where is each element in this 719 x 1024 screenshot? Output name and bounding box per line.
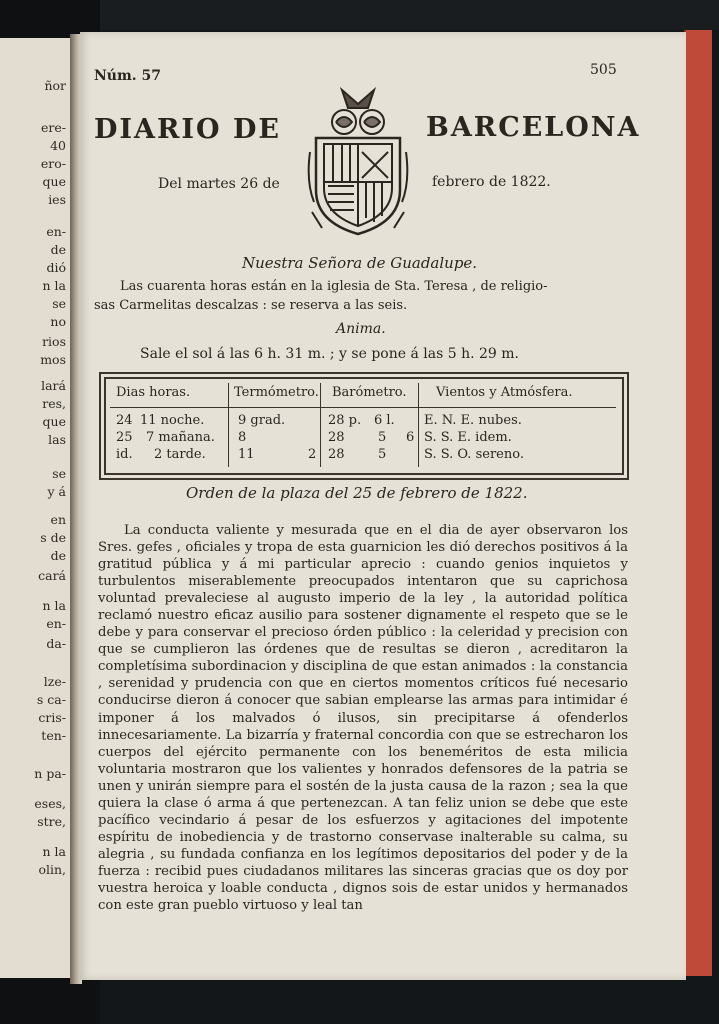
left-page-fragment: n la: [42, 598, 66, 613]
table-cell: S. S. E. idem.: [424, 430, 512, 445]
left-page-fragment: s de: [40, 530, 66, 545]
table-cell: 28: [328, 447, 345, 462]
background-top: [100, 0, 719, 30]
left-page-fragment: lará: [41, 378, 66, 393]
table-header: Vientos y Atmósfera.: [436, 385, 573, 400]
table-divider: [418, 383, 419, 467]
left-page-fragment: n la: [42, 278, 66, 293]
left-page-fragment: de: [50, 548, 66, 563]
red-cover-edge: [684, 30, 712, 976]
issue-number: Núm. 57: [94, 68, 162, 84]
table-cell: 24: [116, 413, 133, 428]
left-page-fragment: que: [42, 174, 66, 189]
table-divider: [320, 383, 321, 467]
table-cell: 8: [238, 430, 247, 445]
left-page-fragment: ero-: [40, 156, 66, 171]
left-page-fragment: 40: [50, 138, 66, 153]
left-page-fragment: rios: [42, 334, 66, 349]
intro-line-2: sas Carmelitas descalzas : se reserva a las seis.: [94, 298, 408, 313]
table-cell: id.: [116, 447, 133, 462]
table-cell: 9 grad.: [238, 413, 286, 428]
left-page-fragment: da-: [46, 636, 66, 651]
left-page-fragment: se: [52, 466, 66, 481]
left-page-fragment: stre,: [37, 814, 66, 829]
left-page-fragment: ñor: [44, 78, 66, 93]
orden-heading: Orden de la plaza del 25 de febrero de 1822.: [186, 484, 528, 502]
left-page-fragment: eses,: [34, 796, 66, 811]
left-page-fragment: mos: [40, 352, 66, 367]
table-header: Barómetro.: [332, 385, 407, 400]
left-page-fragment: ies: [48, 192, 66, 207]
left-page: [0, 38, 72, 978]
table-cell: 2 tarde.: [154, 447, 206, 462]
left-page-fragment: y á: [47, 484, 66, 499]
table-cell: 5: [378, 430, 387, 445]
left-page-fragment: ten-: [41, 728, 66, 743]
anima-heading: Anima.: [336, 321, 386, 337]
left-page-fragment: se: [52, 296, 66, 311]
table-header: Termómetro.: [234, 385, 319, 400]
table-divider: [228, 383, 229, 467]
date-right: febrero de 1822.: [432, 174, 551, 190]
left-page-fragment: s ca-: [36, 692, 66, 707]
page-number: 505: [590, 62, 617, 78]
article-body: [98, 522, 628, 914]
coat-of-arms-icon: [302, 82, 414, 242]
left-page-fragment: no: [50, 314, 66, 329]
table-cell: 6: [406, 430, 415, 445]
table-cell: 28: [328, 430, 345, 445]
table-cell: 25: [116, 430, 133, 445]
newspaper-page: [80, 32, 686, 980]
table-header: Dias horas.: [116, 385, 191, 400]
table-cell: 6 l.: [374, 413, 395, 428]
table-cell: 7 mañana.: [146, 430, 215, 445]
masthead-title-right: BARCELONA: [426, 112, 641, 143]
table-header-rule: [110, 407, 616, 408]
sunrise-sunset: Sale el sol á las 6 h. 31 m. ; y se pone á las 5 h. 29 m.: [140, 346, 519, 362]
left-page-fragment: olin,: [38, 862, 66, 877]
table-cell: S. S. O. sereno.: [424, 447, 524, 462]
article-paragraph: La conducta valiente y mesurada que en el dia de ayer observaron los Sres. gefes , oficiales y tropa de esta guarnicion les dió derechos positivos á la gratitud pública y á mi particular aprecio : cuando genios inquietos y turbulentos miserablemente preocupados intentaron que su caprichosa voluntad prevaleciese al augusto imperio de la ley , la autoridad política reclamó nuestro eficaz ausilio para sostener dignamente el respeto que se le debe y para conservar el precioso órden público : la celeridad y precision con que se cumplieron las órdenes que de resultas se dieron , acreditaron la completísima subordinacion y disciplina de que estan animados : la constancia , serenidad y prudencia con que en ciertos momentos críticos fué necesario conducirse dieron á conocer que sabian emplearse las armas para intimidar é imponer á los malvados ó ilusos, sin precipitarse á ofenderlos innecesariamente. La bizarría y fraternal concordia con que se estrecharon los cuerpos del ejército permanente con los beneméritos de esta milicia voluntaria mostraron que los valientes y honrados defensores de la patria se unen y unirán siempre para el sostén de la justa causa de la razon ; sea la que quiera la clase ó arma á que pertenezcan. A tan feliz union se debe que este pacífico vecindario á pesar de los esfuerzos y agitaciones del impotente espíritu de inobediencia y de trastorno conservase inalterable su calma, su alegria , su fundada confianza en los legítimos depositarios del poder y de la fuerza : recibid pues ciudadanos militares las sinceras gracias que os doy por vuestra heroica y loable conducta , dignos sois de estar unidos y hermanados con este gran pueblo virtuoso y leal tan: [98, 523, 628, 914]
left-page-fragment: dió: [46, 260, 66, 275]
table-cell: 11 noche.: [140, 413, 205, 428]
left-page-fragment: que: [42, 414, 66, 429]
left-page-fragment: de: [50, 242, 66, 257]
left-page-fragment: res,: [42, 396, 66, 411]
left-page-fragment: las: [48, 432, 66, 447]
left-page-fragment: en-: [46, 616, 66, 631]
left-page-fragment: en: [50, 512, 66, 527]
left-page-fragment: cris-: [38, 710, 66, 725]
masthead-title-left: DIARIO DE: [94, 114, 281, 145]
left-page-fragment: lze-: [43, 674, 66, 689]
left-page-fragment: n pa-: [34, 766, 66, 781]
weather-table: [104, 377, 624, 475]
left-page-fragment: ere-: [41, 120, 66, 135]
intro-line-1: Las cuarenta horas están en la iglesia de Sta. Teresa , de religio-: [120, 279, 548, 294]
table-cell: E. N. E. nubes.: [424, 413, 522, 428]
left-page-fragment: n la: [42, 844, 66, 859]
table-cell: 5: [378, 447, 387, 462]
left-page-fragment: cará: [38, 568, 66, 583]
saint-of-the-day: Nuestra Señora de Guadalupe.: [242, 254, 478, 272]
table-cell: 11: [238, 447, 255, 462]
table-cell: 28 p.: [328, 413, 362, 428]
table-cell: 2: [308, 447, 317, 462]
date-left: Del martes 26 de: [158, 176, 280, 192]
left-page-fragment: en-: [46, 224, 66, 239]
